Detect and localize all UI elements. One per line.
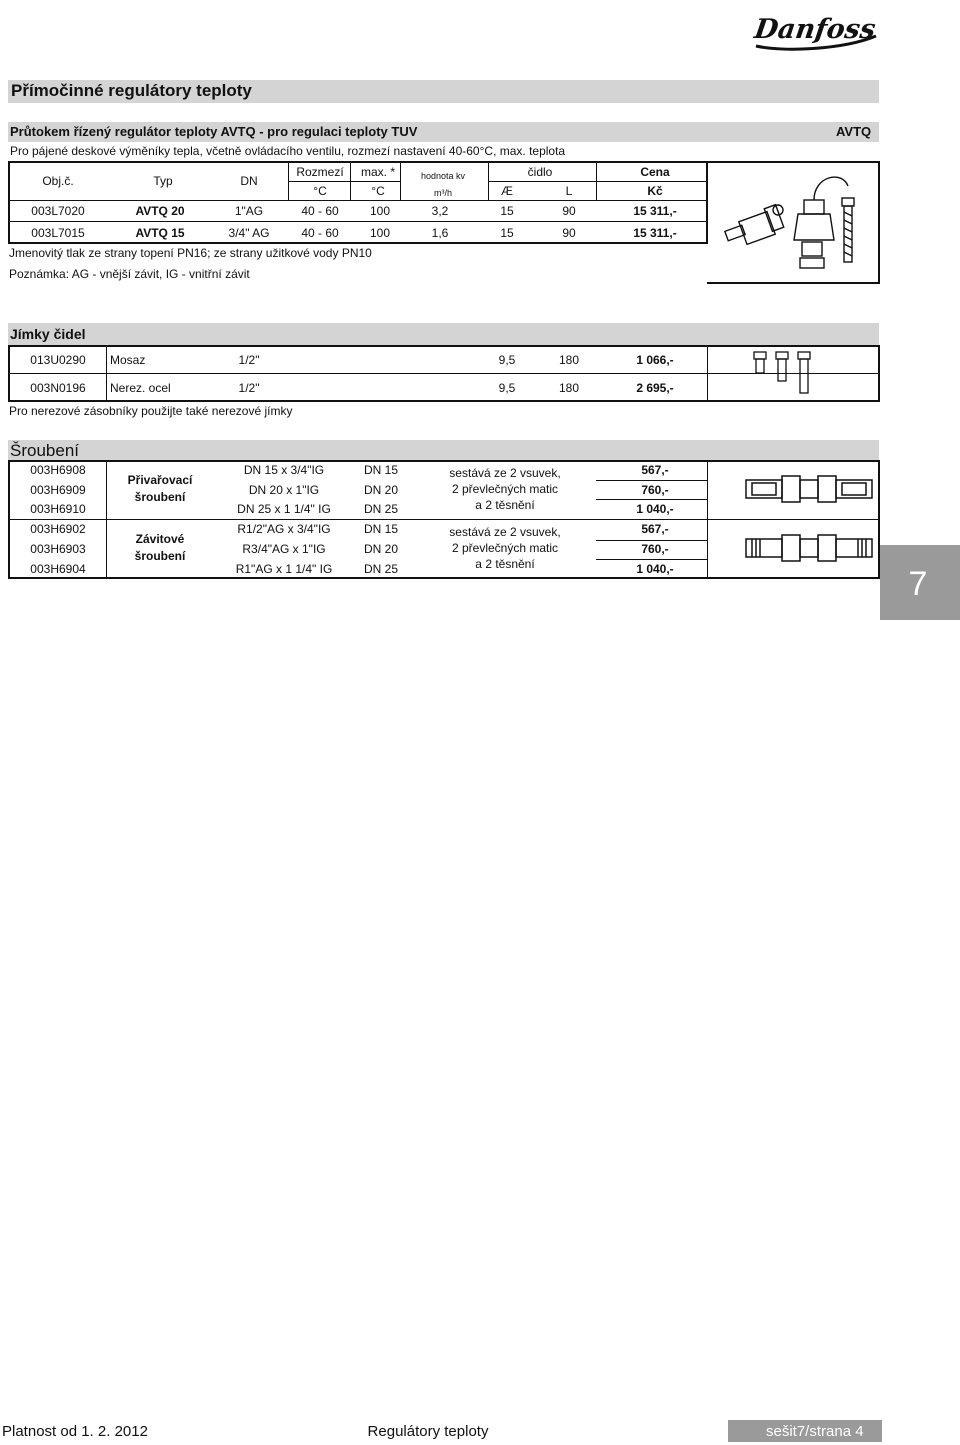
page-title: Přímočinné regulátory teploty [11,81,252,100]
col-rozmezi: Rozmezí [296,165,344,179]
sroubeni-heading: Šroubení [10,441,79,460]
group-desc: a 2 těsnění [475,498,535,512]
col-typ: Typ [153,174,173,188]
group-name: Přivařovací [127,473,193,487]
unit-rozmezi: °C [313,184,327,198]
thread-union-icon [744,533,874,568]
group-desc: a 2 těsnění [475,557,535,571]
footer-page: sešit7/strana 4 [766,1423,864,1440]
avtq-table [8,161,708,244]
unit-cena: Kč [647,184,663,198]
avtq-heading: Průtokem řízený regulátor teploty AVTQ - pro regulaci teploty TUV [10,124,418,139]
jimky-note: Pro nerezové zásobníky použijte také nerezové jímky [9,404,293,418]
avtq-note-pressure: Jmenovitý tlak ze strany topení PN16; ze strany užitkové vody PN10 [9,246,372,260]
avtq-description: Pro pájené deskové výměníky tepla, včetně ovládacího ventilu, rozmezí nastavení 40-60°C, max. teplota [10,144,566,158]
footer-center: Regulátory teploty [367,1423,489,1440]
group-name: Závitové [135,532,185,546]
group-desc: sestává ze 2 vsuvek, [449,466,561,480]
group-name: šroubení [134,490,186,504]
col-cidlo: čidlo [527,165,553,179]
weld-union-icon [744,474,874,509]
unit-len: L [565,184,573,198]
unit-kv: m³/h [434,188,452,198]
avtq-note-thread: Poznámka: AG - vnější závit, IG - vnitřní závit [9,267,250,281]
col-max: max. * [360,165,396,179]
col-dn: DN [240,174,258,188]
col-kv: hodnota kv [420,171,466,181]
unit-diam: Æ [501,184,513,198]
sensor-pocket-icon [752,350,814,403]
avtq-tag: AVTQ [836,124,872,139]
sroubeni-heading-bar [8,440,879,460]
col-cena: Cena [640,165,670,179]
group-name: šroubení [134,549,186,563]
svg-text:Danfoss: Danfoss [752,14,878,45]
unit-max: °C [371,184,385,198]
group-desc: 2 převlečných matic [451,541,559,555]
jimky-heading-bar [8,323,879,345]
section-number: 7 [908,565,928,603]
group-desc: 2 převlečných matic [451,482,559,496]
col-obj: Obj.č. [42,174,74,188]
danfoss-logo [752,6,880,52]
jimky-heading: Jímky čidel [10,326,86,342]
valve-icon [720,170,870,283]
group-desc: sestává ze 2 vsuvek, [449,525,561,539]
footer-valid: Platnost od 1. 2. 2012 [2,1423,148,1440]
